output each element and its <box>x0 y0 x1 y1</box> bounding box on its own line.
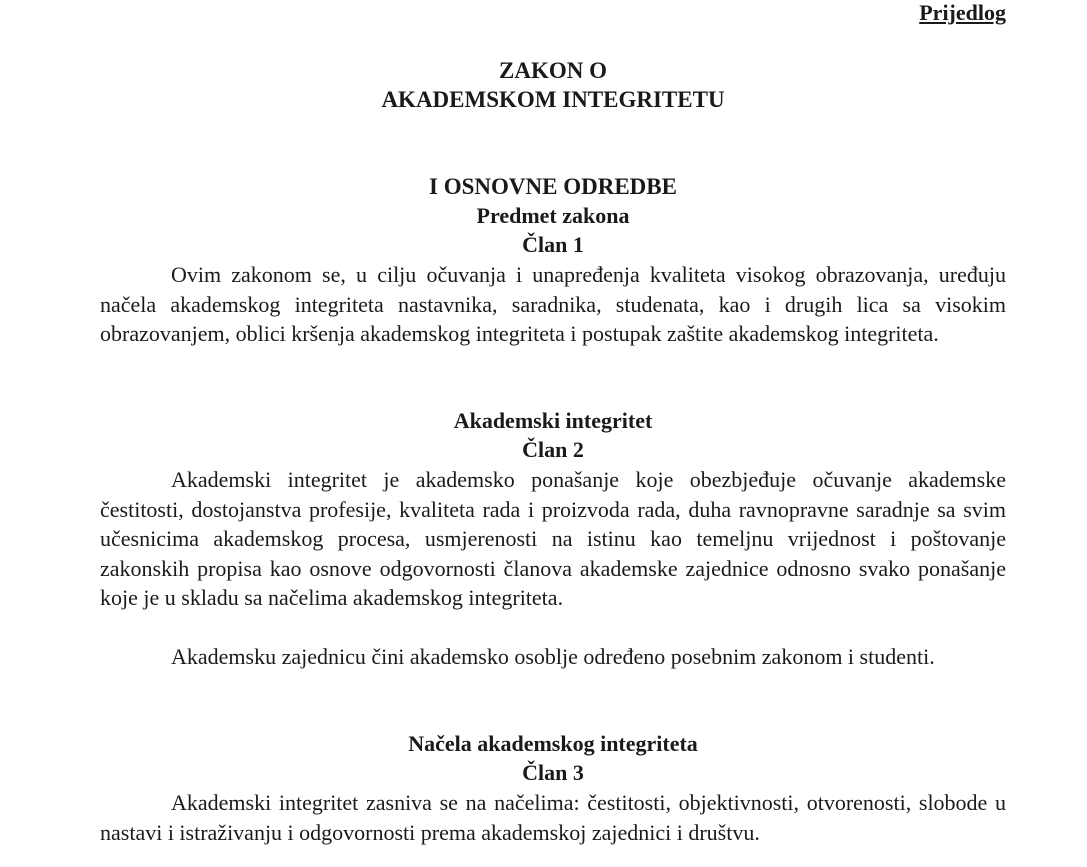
article-2-number: Član 2 <box>522 437 584 462</box>
chapter-heading: I OSNOVNE ODREDBE <box>429 174 677 199</box>
article-1-heading: Predmet zakona <box>476 203 630 228</box>
document-status-label: Prijedlog <box>919 0 1006 25</box>
article-2-paragraph-2: Akademsku zajednicu čini akademsko osoblje određeno posebnim zakonom i studenti. <box>171 644 935 669</box>
article-1-number: Član 1 <box>522 232 584 257</box>
article-3-number: Član 3 <box>522 760 584 785</box>
article-3-heading: Načela akademskog integriteta <box>408 731 698 756</box>
law-title-line-1: ZAKON O <box>499 58 607 83</box>
article-1-paragraph-1: Ovim zakonom se, u cilju očuvanja i unapređenja kvaliteta visokog obrazovanja, uređuju načela akademskog integriteta nastavnika, saradnika, studenata, kao i drugih lica sa visokim obrazovanjem, oblici kršenja akademskog integriteta i postupak zaštite akademskog integriteta. <box>100 262 1006 347</box>
law-title-line-2: AKADEMSKOM INTEGRITETU <box>381 87 725 112</box>
article-3-paragraph-1: Akademski integritet zasniva se na načelima: čestitosti, objektivnosti, otvorenosti, slobode u nastavi i istraživanju i odgovornosti prema akademskoj zajednici i društvu. <box>100 790 1006 845</box>
article-2-heading: Akademski integritet <box>453 408 653 433</box>
article-2-paragraph-1: Akademski integritet je akademsko ponašanje koje obezbjeđuje očuvanje akademske čestitosti, dostojanstva profesije, kvaliteta rada i proizvoda rada, duha ravnopravne saradnje sa svim učesnicima akademskog procesa, usmjerenosti na istinu kao temeljnu vrijednost i poštovanje zakonskih propisa kao osnove odgovornosti članova akademske zajednice odnosno svako ponašanje koje je u skladu sa načelima akademskog integriteta. <box>100 467 1006 611</box>
